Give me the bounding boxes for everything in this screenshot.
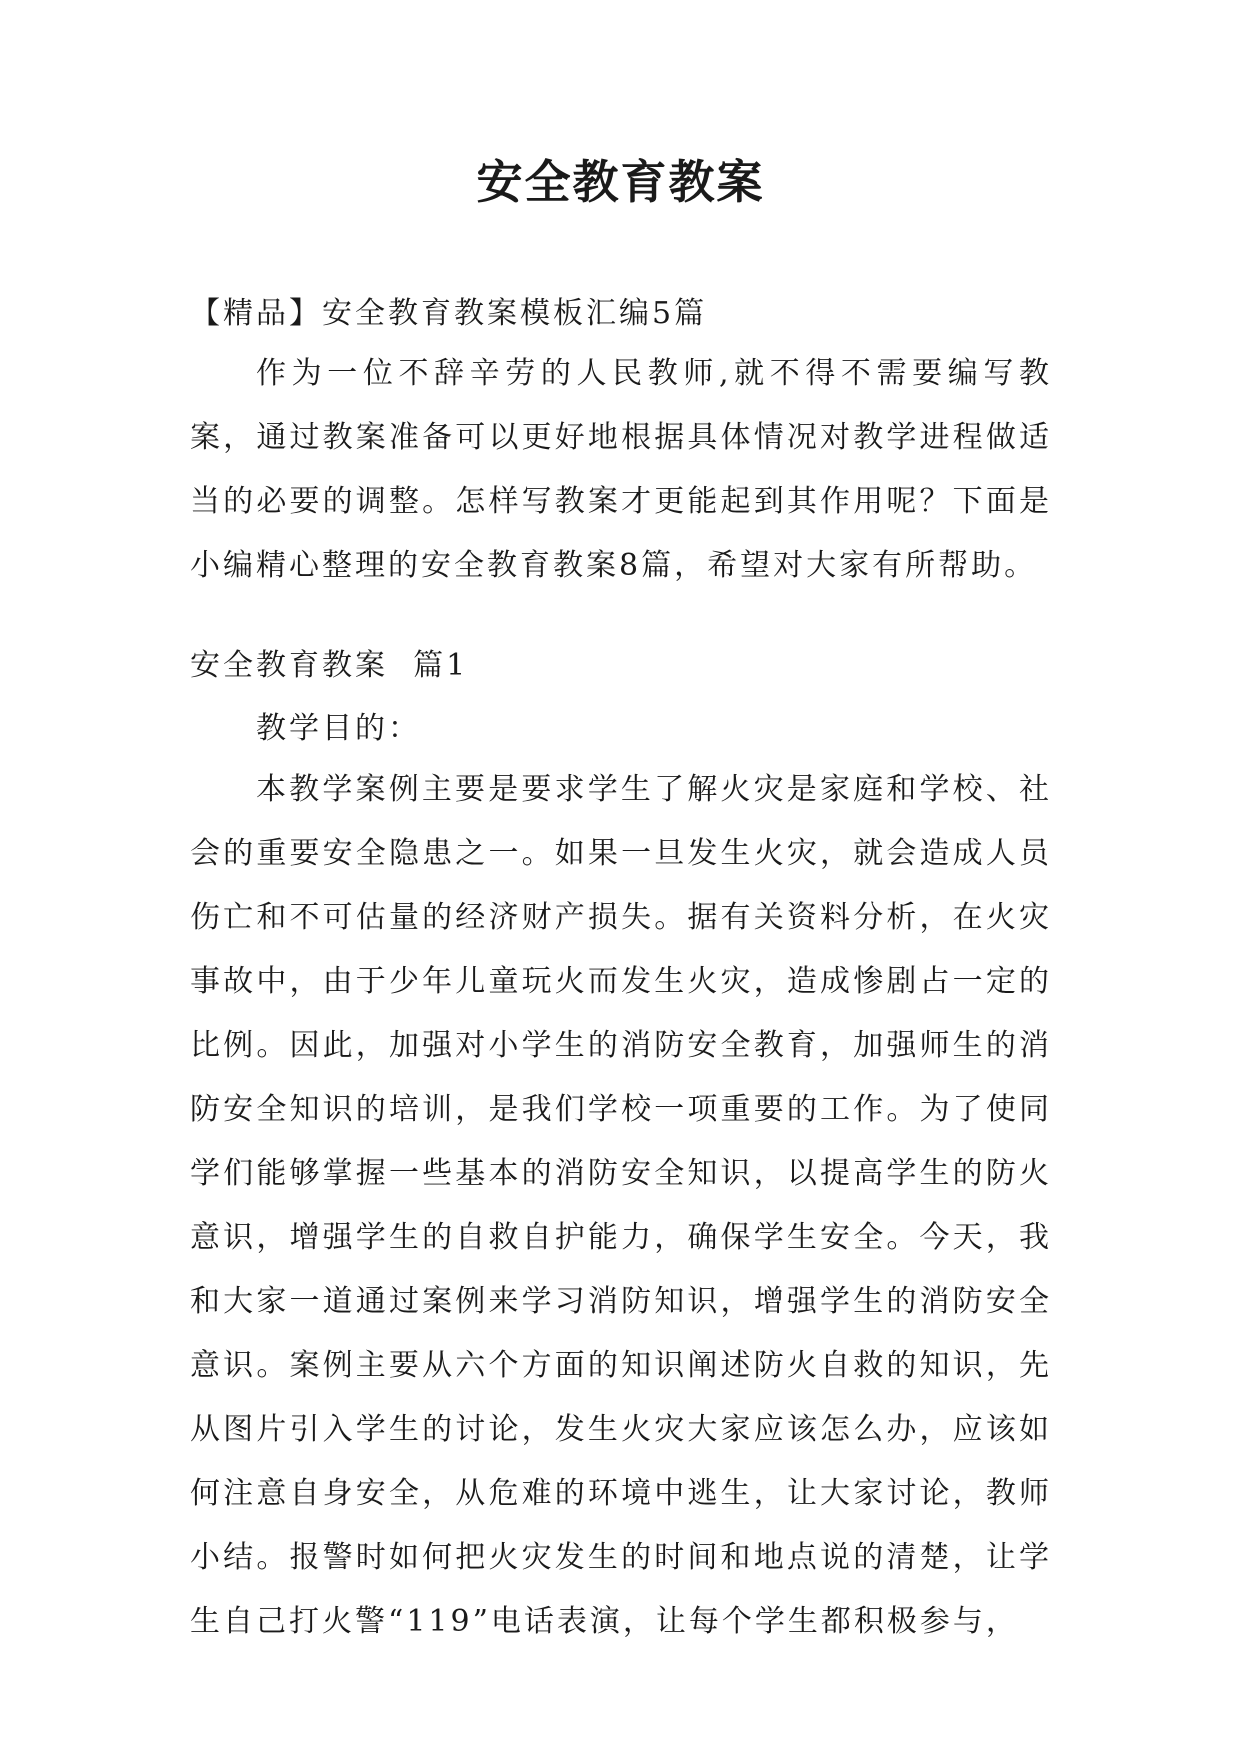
teaching-goal-label: 教学目的： — [256, 711, 421, 746]
document-subtitle: 【精品】安全教育教案模板汇编5篇 — [190, 296, 708, 331]
section-heading: 安全教育教案 篇1 — [190, 648, 469, 683]
body-paragraph: 本教学案例主要是要求学生了解火灾是家庭和学校、社会的重要安全隐患之一。如果一旦发生火灾，就会造成人员伤亡和不可估量的经济财产损失。据有关资料分析，在火灾事故中，由于少年儿童玩火而发生火灾，造成惨剧占一定的比例。因此，加强对小学生的消防安全教育，加强师生的消防安全知识的培训，是我们学校一项重要的工作。为了使同学们能够掌握一些基本的消防安全知识，以提高学生的防火意识，增强学生的自救自护能力，确保学生安全。今天，我和大家一道通过案例来学习消防知识，增强学生的消防安全意识。案例主要从六个方面的知识阐述防火自救的知识，先从图片引入学生的讨论，发生火灾大家应该怎么办，应该如何注意自身安全，从危难的环境中逃生，让大家讨论，教师小结。报警时如何把火灾发生的时间和地点说的清楚，让学生自己打火警“119”电话表演，让每个学生都积极参与， — [190, 772, 1052, 1639]
intro-paragraph: 作为一位不辞辛劳的人民教师,就不得不需要编写教案，通过教案准备可以更好地根据具体情况对教学进程做适当的必要的调整。怎样写教案才更能起到其作用呢？下面是小编精心整理的安全教育教案8篇，希望对大家有所帮助。 — [190, 356, 1052, 583]
document-title: 安全教育教案 — [476, 155, 765, 209]
